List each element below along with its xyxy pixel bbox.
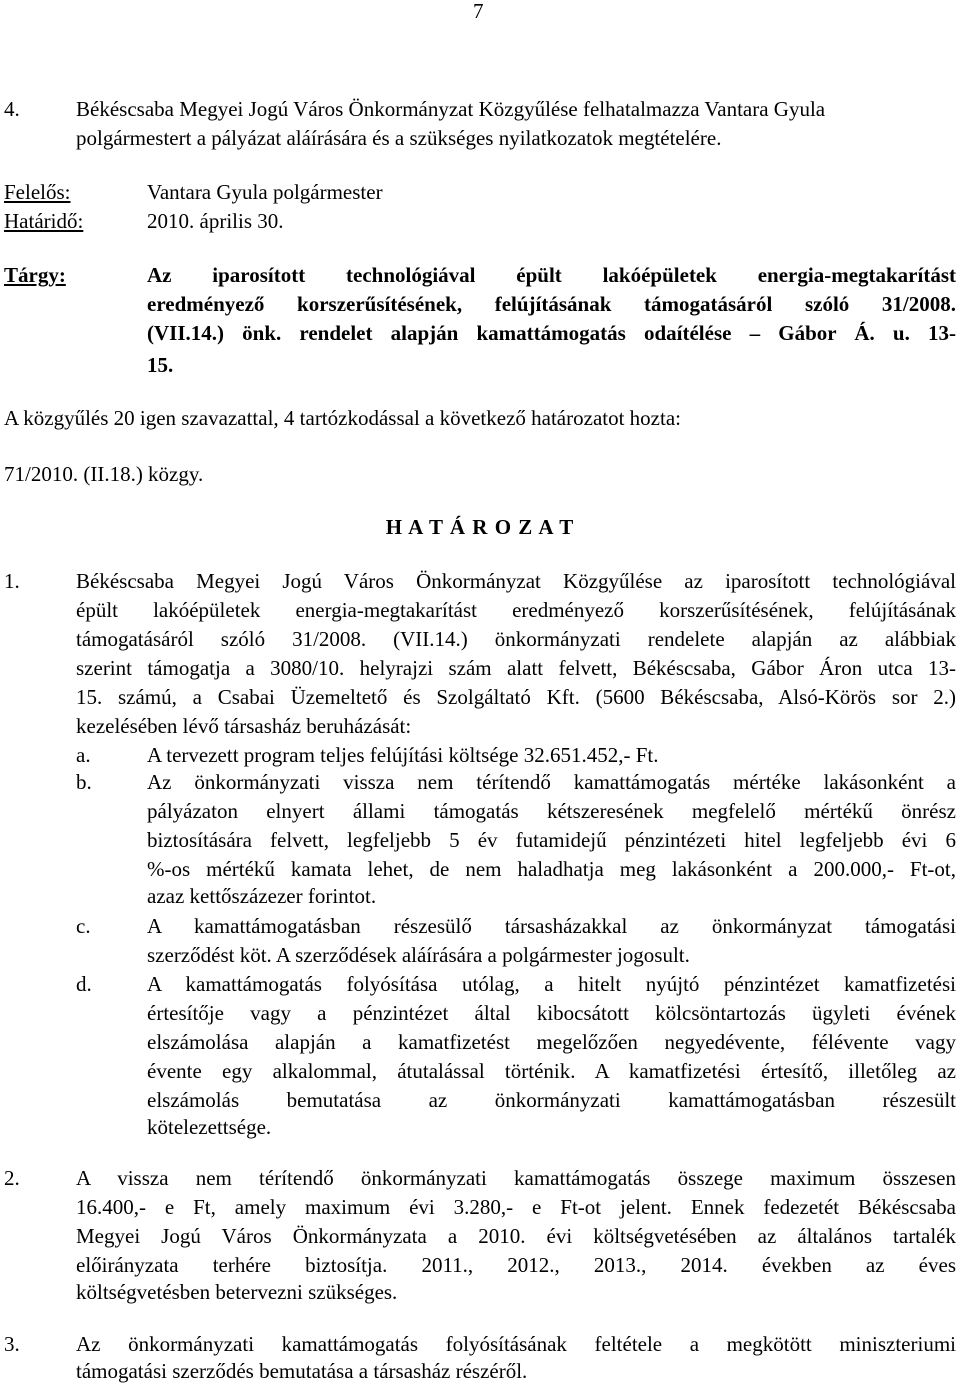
point1-line-2: épült lakóépületek energia-megtakarítást eredményező korszerűsítésének, felújításának [76, 598, 956, 622]
point1-number: 1. [4, 569, 20, 593]
point1-b-line-4: %-os mértékű kamata lehet, de nem haladhatja meg lakásonként a 200.000,- Ft-ot, [147, 857, 956, 881]
subject-label: Tárgy: [4, 263, 66, 287]
deadline-label: Határidő: [4, 209, 84, 233]
point1-line-5: 15. számú, a Csabai Üzemeltető és Szolgáltató Kft. (5600 Békéscsaba, Alsó-Körös sor 2.) [76, 685, 956, 709]
subject-line-2: eredményező korszerűsítésének, felújításának támogatásáról szóló 31/2008. [147, 292, 956, 316]
point2-line-1: A vissza nem térítendő önkormányzati kamattámogatás összege maximum összesen [76, 1166, 956, 1190]
point1-line-6: kezelésében lévő társasház beruházását: [76, 714, 412, 738]
responsible-label: Felelős: [4, 180, 71, 204]
point2-line-2: 16.400,- e Ft, amely maximum évi 3.280,- e Ft-ot jelent. Ennek fedezetét Békéscsaba [76, 1195, 956, 1219]
point1-c-line-2: szerződést köt. A szerződések aláírására a polgármester jogosult. [147, 943, 690, 967]
point2-line-4: előirányzata terhére biztosítja. 2011., 2012., 2013., 2014. években az éves [76, 1253, 956, 1277]
page-number: 7 [473, 0, 484, 23]
point1-d-line-3: elszámolása alapján a kamatfizetést megelőzően negyedévente, félévente vagy [147, 1030, 956, 1054]
resolution-title: H A T Á R O Z A T [385, 515, 575, 539]
point1-d-line-6: kötelezettsége. [147, 1115, 272, 1139]
subject-line-1: Az iparosított technológiával épült lakóépületek energia-megtakarítást [147, 263, 956, 287]
point2-number: 2. [4, 1166, 20, 1190]
item4-number: 4. [4, 97, 20, 121]
point3-line-1: Az önkormányzati kamattámogatás folyósításának feltétele a megkötött miniszteriumi [76, 1332, 956, 1356]
item4-line-2: polgármestert a pályázat aláírására és a szükséges nyilatkozatok megtételére. [76, 126, 722, 150]
subject-line-4: 15. [147, 353, 174, 377]
point1-c-letter: c. [76, 914, 91, 938]
point1-d-line-2: értesítője vagy a pénzintézet által kibocsátott kölcsöntartozás ügyleti évének [147, 1001, 956, 1025]
point1-b-letter: b. [76, 770, 92, 794]
point1-d-line-1: A kamattámogatás folyósítása utólag, a hitelt nyújtó pénzintézet kamatfizetési [147, 972, 956, 996]
point1-a-text: A tervezett program teljes felújítási költsége 32.651.452,- Ft. [147, 743, 659, 767]
item4-line-1: Békéscsaba Megyei Jogú Város Önkormányzat Közgyűlése felhatalmazza Vantara Gyula [76, 97, 826, 121]
subject-line-3: (VII.14.) önk. rendelet alapján kamattámogatás odaítélése – Gábor Á. u. 13- [147, 321, 956, 345]
point1-line-3: támogatásáról szóló 31/2008. (VII.14.) önkormányzati rendelete alapján az alábbiak [76, 627, 956, 651]
point2-line-5: költségvetésben betervezni szükséges. [76, 1280, 398, 1304]
point1-line-1: Békéscsaba Megyei Jogú Város Önkormányzat Közgyűlése az iparosított technológiával [76, 569, 956, 593]
point1-d-letter: d. [76, 972, 92, 996]
vote-text: A közgyűlés 20 igen szavazattal, 4 tartózkodással a következő határozatot hozta: [4, 406, 681, 430]
deadline-value: 2010. április 30. [147, 209, 284, 233]
resolution-number: 71/2010. (II.18.) közgy. [4, 462, 204, 486]
point1-d-line-5: elszámolás bemutatása az önkormányzati kamattámogatásban részesült [147, 1088, 956, 1112]
point2-line-3: Megyei Jogú Város Önkormányzata a 2010. évi költségvetésében az általános tartalék [76, 1224, 956, 1248]
point1-b-line-1: Az önkormányzati vissza nem térítendő kamattámogatás mértéke lakásonként a [147, 770, 956, 794]
point3-line-2: támogatási szerződés bemutatása a társasház részéről. [76, 1359, 528, 1383]
point1-d-line-4: évente egy alkalommal, átutalással történik. A kamatfizetési értesítő, illetőleg az [147, 1059, 956, 1083]
point1-c-line-1: A kamattámogatásban részesülő társasházakkal az önkormányzat támogatási [147, 914, 956, 938]
responsible-value: Vantara Gyula polgármester [147, 180, 383, 204]
point1-b-line-2: pályázaton elnyert állami támogatás kétszeresének megfelelő mértékű önrész [147, 799, 956, 823]
point1-b-line-3: biztosítására felvett, legfeljebb 5 év futamidejű pénzintézeti hitel legfeljebb évi 6 [147, 828, 956, 852]
point1-line-4: szerint támogatja a 3080/10. helyrajzi szám alatt felvett, Békéscsaba, Gábor Áron utca 13- [76, 656, 956, 680]
point3-number: 3. [4, 1332, 20, 1356]
point1-a-letter: a. [76, 743, 91, 767]
point1-b-line-5: azaz kettőszázezer forintot. [147, 884, 377, 908]
